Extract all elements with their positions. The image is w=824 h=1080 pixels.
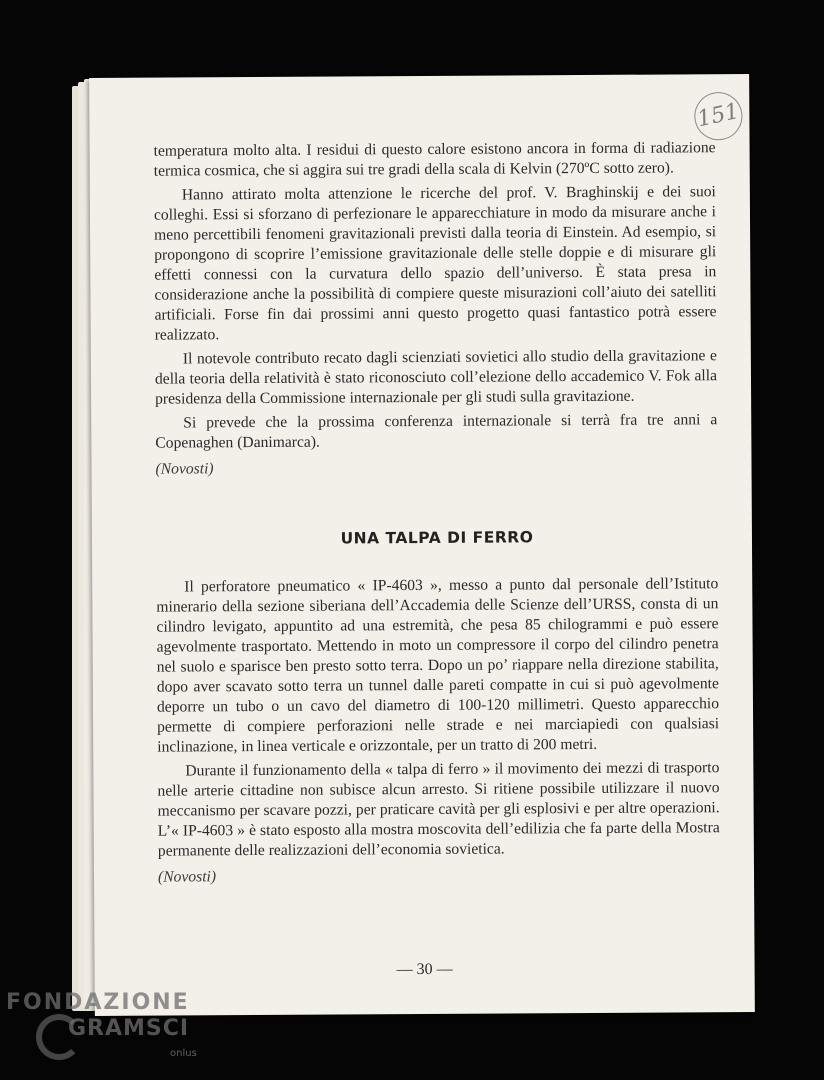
paragraph: Hanno attirato molta attenzione le ricerche del prof. V. Braghinskij e dei suoi colleghi. Essi si sforzano di perfezionare le apparecchiature in modo da misurare anche i meno percettibili fenomeni gravitazionali previsti dalla teoria di Einstein. Ad esempio, si propongono di scoprire l’emissione gravitazionale delle stelle doppie e di misurare gli effetti connessi con la curvatura dello spazio dell’universo. È stata presa in considerazione anche la possibilità di compiere queste misurazioni coll’aiuto dei satelliti artificiali. Forse fin dai prossimi anni questo progetto quasi fantastico potrà essere realizzato. bbox=[153, 183, 717, 344]
paragraph: Il notevole contributo recato dagli scienziati sovietici allo studio della gravitazione e della teoria della relatività è stato riconosciuto coll’elezione dello accademico V. Fok alla presidenza della Commissione internazionale per gli studi sulla gravitazione. bbox=[154, 347, 718, 408]
handwritten-page-number: 151 bbox=[690, 88, 747, 145]
source-credit: (Novosti) bbox=[157, 868, 217, 886]
paragraph: Durante il funzionamento della « talpa di ferro » il movimento dei mezzi di trasporto nelle arterie cittadine non subisce alcun arresto. Si ritiene possibile utilizzare il nuovo meccanismo per scavare pozzi, per praticare cavità per gli esplosivi e per altre operazioni. L’« IP-4603 » è stato esposto alla mostra moscovita dell’edilizia che fa parte della Mostra permanente delle realizzazioni dell’economia sovietica. bbox=[157, 759, 720, 860]
page-folio: — 30 — bbox=[396, 960, 453, 979]
page-text bbox=[154, 138, 721, 887]
watermark-line3: onlus bbox=[170, 1048, 197, 1059]
article-title: UNA TALPA DI FERRO bbox=[340, 528, 534, 548]
watermark-logo bbox=[6, 990, 206, 1070]
watermark-line1: FONDAZIONE bbox=[6, 990, 190, 1015]
watermark-line2: GRAMSCI bbox=[68, 1016, 190, 1041]
paragraph: Si prevede che la prossima conferenza internazionale si terrà fra tre anni a Copenaghen (Danimarca). bbox=[155, 411, 718, 452]
paragraph: temperatura molto alta. I residui di questo calore esistono ancora in forma di radiazione termica cosmica, che si aggira sui tre gradi della scala di Kelvin (270ºC sotto zero). bbox=[153, 139, 716, 180]
source-credit: (Novosti) bbox=[155, 460, 214, 478]
paragraph: Il perforatore pneumatico « IP-4603 », messo a punto dal personale dell’Istituto minerario della sezione siberiana dell’Accademia delle Scienze dell’URSS, consta di un cilindro levigato, appuntito ad una estremità, che pesa 85 chilogrammi e può essere agevolmente trasportato. Mettendo in moto un compressore il corpo del cilindro penetra nel suolo e sparisce ben presto sotto terra. Dopo un po’ riappare nella direzione stabilita, dopo aver scavato sotto terra un tunnel dalle pareti compatte in cui si può agevolmente deporre un tubo o un cavo del diametro di 100-120 millimetri. Questo apparecchio permette di compiere perforazioni nelle strade e nei marciapiedi con qualsiasi inclinazione, in linea verticale e orizzontale, per un tratto di 200 metri. bbox=[156, 575, 720, 756]
document-page bbox=[89, 74, 755, 1016]
